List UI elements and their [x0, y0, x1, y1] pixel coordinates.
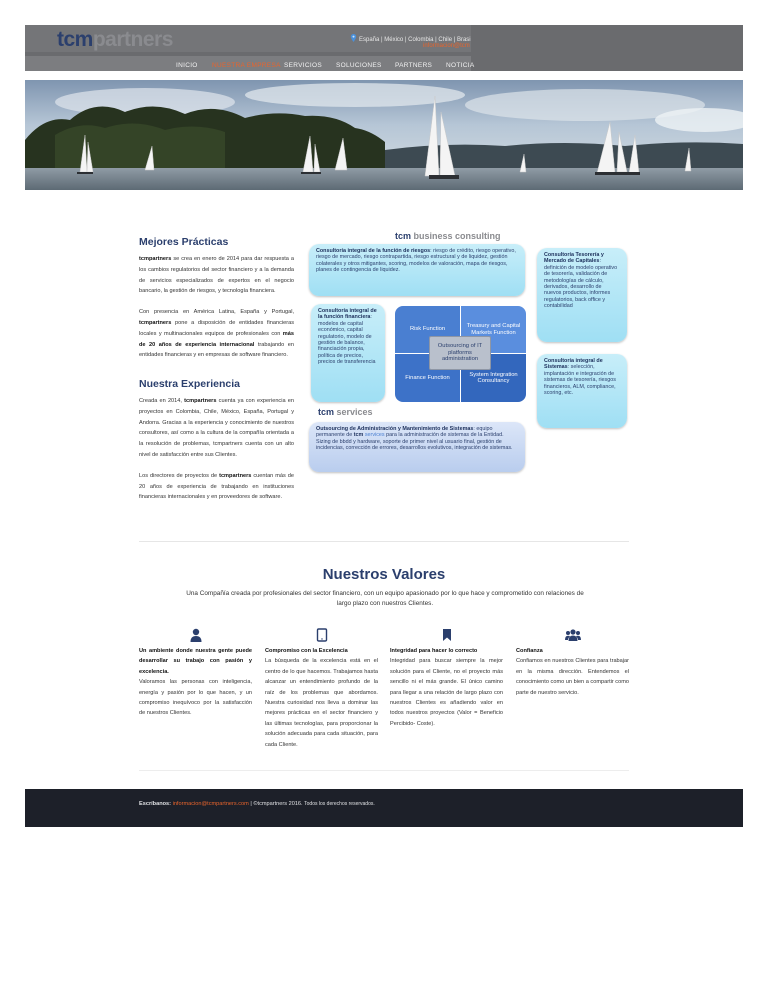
footer-copyright: | ©tcmpartners 2016. — [248, 801, 305, 807]
value-column-confianza — [516, 628, 629, 698]
outsourcing-title: Outsourcing de Administración y Mantenimiento de Sistemas — [316, 426, 474, 432]
outsourcing-text: para la administración de sistemas de la Entidad. Sizing de bbdd y hardware, soporte de primer nivel al usuario final, gestión de incidencias, corrección de errores, desarrollos evolutivos, integración de sistemas. — [316, 432, 513, 452]
brand-name: tcmpartners — [139, 319, 172, 326]
risk-consulting-bubble — [309, 244, 525, 296]
finance-body: : modelos de capital económico, capital regulatorio, modelo de gestión de balance, financiación propia, política de precios, precios de transferencia — [318, 314, 376, 366]
experience-title: Nuestra Experiencia — [139, 378, 240, 390]
treasury-title: Consultoría Tesorería y Mercado de Capitales — [544, 252, 604, 265]
logo-tcm: tcm — [57, 28, 93, 51]
treasury-body: : definición de modelo operativo de tesorería, validación de metodologías de cálculo, derivados, desarrollo de nuevos productos, informes regulatorios, back office y contabilidad — [544, 258, 618, 310]
paragraph-text: Con presencia en América Latina, España y Portugal, — [139, 309, 294, 316]
systems-consulting-bubble — [537, 354, 627, 428]
value-title: Confianza — [516, 648, 543, 654]
best-practices-paragraph-2 — [139, 307, 294, 361]
value-title: Compromiso con la Excelencia — [265, 648, 348, 654]
contact-email-link[interactable]: informacion@tcm — [423, 43, 470, 49]
outsourcing-services: services — [363, 432, 385, 439]
group-icon — [565, 628, 581, 642]
paragraph-text: Los directores de proyectos de — [139, 472, 220, 479]
paragraph-text: pone a disposición de entidades financieras locales y multinacionales equipos de profesionales con — [139, 319, 294, 337]
system-integration-quadrant: System Integration Consultancy — [461, 354, 526, 402]
nav-noticias[interactable]: NOTICIA — [446, 62, 475, 69]
value-text — [516, 646, 629, 698]
finance-consulting-bubble — [311, 304, 385, 402]
hero-banner-image — [25, 80, 743, 190]
best-practices-title: Mejores Prácticas — [139, 236, 229, 248]
tablet-icon — [315, 628, 329, 642]
values-intro: Una Compañía creada por profesionales del sector financiero, con un equipo apasionado por lo que hace y comprometido con relaciones de largo plazo con nuestros Clientes. — [186, 590, 584, 607]
systems-body: : selección, implantación e integración de sistemas de tesorería, riesgos financieros, ALM, compliance, scoring, etc. — [544, 364, 616, 397]
treasury-consulting-bubble — [537, 248, 627, 342]
value-body: Integridad para buscar siempre la mejor solución para el Cliente, no el proyecto más sencillo ni el más grande. El único camino para llegar a una relación de largo plazo con nuestros Clientes es añadiendo valor en todos nuestros proyectos (Valor = Beneficio Percibido- Coste). — [390, 658, 503, 727]
value-column-integridad — [390, 628, 503, 729]
site-logo[interactable] — [57, 28, 173, 52]
contact-countries — [350, 33, 471, 43]
footer-rights: Todos los derechos reservados. — [304, 801, 375, 807]
value-title: Integridad para hacer lo correcto — [390, 648, 478, 654]
experience-paragraph-1 — [139, 396, 294, 461]
finance-title: Consultoría integral de la función financiera — [318, 308, 377, 321]
outsourcing-it-center-box: Outsourcing of IT platforms administration — [429, 336, 491, 370]
nav-nuestra-empresa[interactable]: NUESTRA EMPRESA — [212, 62, 281, 69]
heading-rest: services — [334, 407, 373, 417]
value-column-ambiente — [139, 628, 252, 719]
best-practices-paragraph-1 — [139, 254, 294, 297]
values-title: Nuestros Valores — [322, 566, 446, 583]
outsourcing-text: : equipo permanente de — [316, 426, 493, 439]
value-body: Valoramos las personas con inteligencia, energía y pasión por lo que hacen, y un compromiso inequívoco por la satisfacción de nuestros Clientes. — [139, 679, 252, 717]
paragraph-text: cuentan más de 20 años de experiencia de trabajando en instituciones financieras internacionales y en proveedores de software. — [139, 472, 294, 501]
nav-soluciones[interactable]: SOLUCIONES — [336, 62, 382, 69]
nav-servicios[interactable]: SERVICIOS — [284, 62, 322, 69]
brand-name: tcmpartners — [184, 398, 217, 404]
risk-function-quadrant: Risk Function — [395, 306, 460, 353]
outsourcing-tcm: tcm — [353, 432, 364, 439]
countries-text: España | México | Colombia | Chile | Brasi — [359, 37, 471, 43]
systems-title: Consultoría integral de Sistemas — [544, 358, 603, 371]
logo-partners: partners — [92, 28, 173, 51]
experience-paragraph-2 — [139, 471, 294, 503]
brand-name: tcmpartners — [139, 256, 172, 262]
services-heading — [318, 407, 373, 417]
value-body: La búsqueda de la excelencia está en el centro de lo que hacemos. Trabajamos hasta alcanzar un entendimiento profundo de la raíz de los problemas que abordamos. Nuestra curiosidad nos lleva a dominar las mejores prácticas en el sector financiero y las últimas tecnologías, para proporcionar la solución adecuada para cada situación, para cada Cliente. — [265, 658, 378, 748]
value-title: Un ambiente donde nuestra gente puede desarrollar su trabajo con pasión y excelencia. — [139, 648, 252, 675]
business-consulting-heading — [395, 231, 501, 241]
paragraph-text: se crea en enero de 2014 para dar respuesta a los cambios regulatorios del sector financiero y a la demanda de servicios especializados de expertos en el negocio bancario, la gestión de riesgos, y tecnología financiera. — [139, 256, 294, 295]
paragraph-text: cuenta ya con experiencia en proyectos en Colombia, Chile, México, España, Portugal y Andorra. Gracias a la experiencia y conocimiento de nuestros consultores, así como a la cultura de la compañía orientada a la resolución de problemas, tcmpartners cuenta con un alto nivel de satisfacción entre sus Clientes. — [139, 398, 294, 458]
site-header — [25, 25, 743, 71]
paragraph-text: Creada en 2014, — [139, 398, 185, 404]
section-divider — [139, 770, 629, 771]
value-text — [139, 646, 252, 719]
highlight-text: más de 20 años de experiencia internacional — [139, 330, 294, 348]
outsourcing-bubble — [309, 422, 525, 472]
value-body: Confiamos en nuestros Clientes para trabajar en la misma dirección. Entendemos el conocimiento como un bien a compartir como parte de nuestro servicio. — [516, 658, 629, 696]
footer-prefix: Escríbanos: — [139, 801, 173, 807]
heading-tcm: tcm — [395, 231, 412, 241]
footer-email-link[interactable]: informacion@tcmpartners.com — [172, 801, 249, 807]
brand-name: tcmpartners — [219, 472, 252, 479]
experience-section — [139, 378, 294, 503]
heading-rest: business consulting — [411, 231, 501, 241]
heading-tcm: tcm — [318, 407, 335, 417]
risk-body: : riesgo de crédito, riesgo operativo, riesgo de mercado, riesgo contrapartida, riesgo estructural y de liquidez, gestión colaterales y otros mitigantes, scoring, modelos de valoración, mapa de riesgos, planes de contingencia de liquidez. — [316, 248, 516, 274]
best-practices-section — [139, 236, 294, 361]
nav-inicio[interactable]: INICIO — [176, 62, 198, 69]
value-text — [265, 646, 378, 750]
services-diagram — [305, 230, 630, 475]
site-footer — [25, 789, 743, 827]
footer-text — [139, 801, 375, 807]
section-divider — [139, 541, 629, 542]
risk-title: Consultoría integral de la función de riesgos — [316, 248, 431, 254]
treasury-function-quadrant: Treasury and Capital Markets Function — [461, 306, 526, 353]
value-text — [390, 646, 503, 729]
bookmark-icon — [440, 628, 454, 642]
nav-partners[interactable]: PARTNERS — [395, 62, 433, 69]
value-column-excelencia — [265, 628, 378, 750]
user-icon — [189, 628, 203, 642]
location-pin-icon — [350, 34, 357, 42]
paragraph-text: trabajando en entidades financieras y en empresas de software financiero. — [139, 341, 294, 359]
finance-function-quadrant: Finance Function — [395, 354, 460, 402]
